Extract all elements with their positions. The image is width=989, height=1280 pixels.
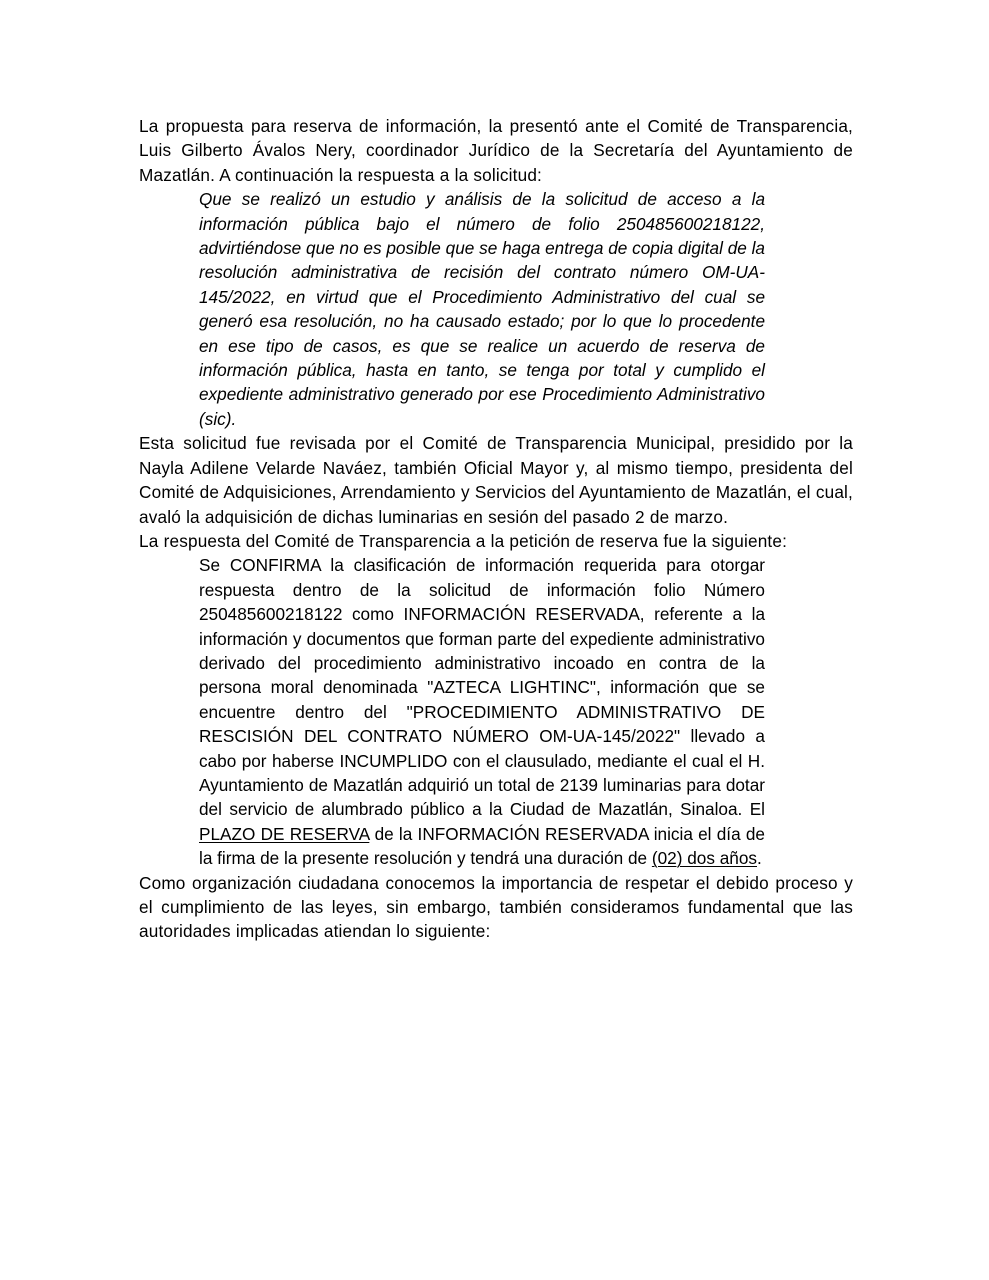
paragraph-response-intro: La respuesta del Comité de Transparencia a la petición de reserva fue la siguiente: [139, 530, 788, 551]
blockquote-resolution [199, 553, 765, 870]
resolution-text-part-1: Se CONFIRMA la clasificación de información requerida para otorgar respuesta dentro de la solicitud de información folio Número 250485600218122 como INFORMACIÓN RESERVADA, referente a la información y documentos que forman parte del expediente administrativo derivado del procedimiento administrativo incoado en contra de la persona moral denominada "AZTECA LIGHTINC", información que se encuentre dentro del "PROCEDIMIENTO ADMINISTRATIVO DE RESCISIÓN DEL CONTRATO NÚMERO OM-UA-145/2022" llevado a cabo por haberse INCUMPLIDO con el clausulado, mediante el cual el H. Ayuntamiento de Mazatlán adquirió un total de 2139 luminarias para dotar del servicio de alumbrado público a la Ciudad de Mazatlán, Sinaloa. El [199, 555, 765, 820]
blockquote-committee-response-italic: Que se realizó un estudio y análisis de la solicitud de acceso a la información pública bajo el número de folio 250485600218122, advirtiéndose que no es posible que se haga entrega de copia digital de la resolución administrativa de recisión del contrato número OM-UA-145/2022, en virtud que el Procedimiento Administrativo del cual se generó esa resolución, no ha causado estado; por lo que lo procedente en ese tipo de casos, es que se realice un acuerdo de reserva de información pública, hasta en tanto, se tenga por total y cumplido el expediente administrativo generado por ese Procedimiento Administrativo (sic). [199, 189, 765, 429]
paragraph-request-review: Esta solicitud fue revisada por el Comité de Transparencia Municipal, presidido por la Nayla Adilene Velarde Naváez, también Oficial Mayor y, al mismo tiempo, presidenta del Comité de Adquisiciones, Arrendamiento y Servicios del Ayuntamiento de Mazatlán, el cual, avaló la adquisición de dichas luminarias en sesión del pasado 2 de marzo. [139, 433, 853, 527]
resolution-text-part-2: de la INFORMACIÓN RESERVADA inicia el día de la firma de la presente resolución y tendrá una duración de [199, 823, 765, 869]
paragraph-proposal-intro: La propuesta para reserva de información, la presentó ante el Comité de Transparencia, Luis Gilberto Ávalos Nery, coordinador Jurídico de la Secretaría del Ayuntamiento de Mazatlán. A continuación la respuesta a la solicitud: [139, 116, 853, 185]
paragraph-closing-statement: Como organización ciudadana conocemos la importancia de respetar el debido proceso y el cumplimiento de las leyes, sin embargo, también consideramos fundamental que las autoridades implicadas atiendan lo siguiente: [139, 872, 853, 942]
resolution-text-part-3: . [757, 848, 762, 869]
resolution-underlined-plazo-de-reserva: PLAZO DE RESERVA [199, 823, 370, 844]
document-body [139, 114, 853, 944]
resolution-underlined-duration: (02) dos años [651, 848, 757, 869]
